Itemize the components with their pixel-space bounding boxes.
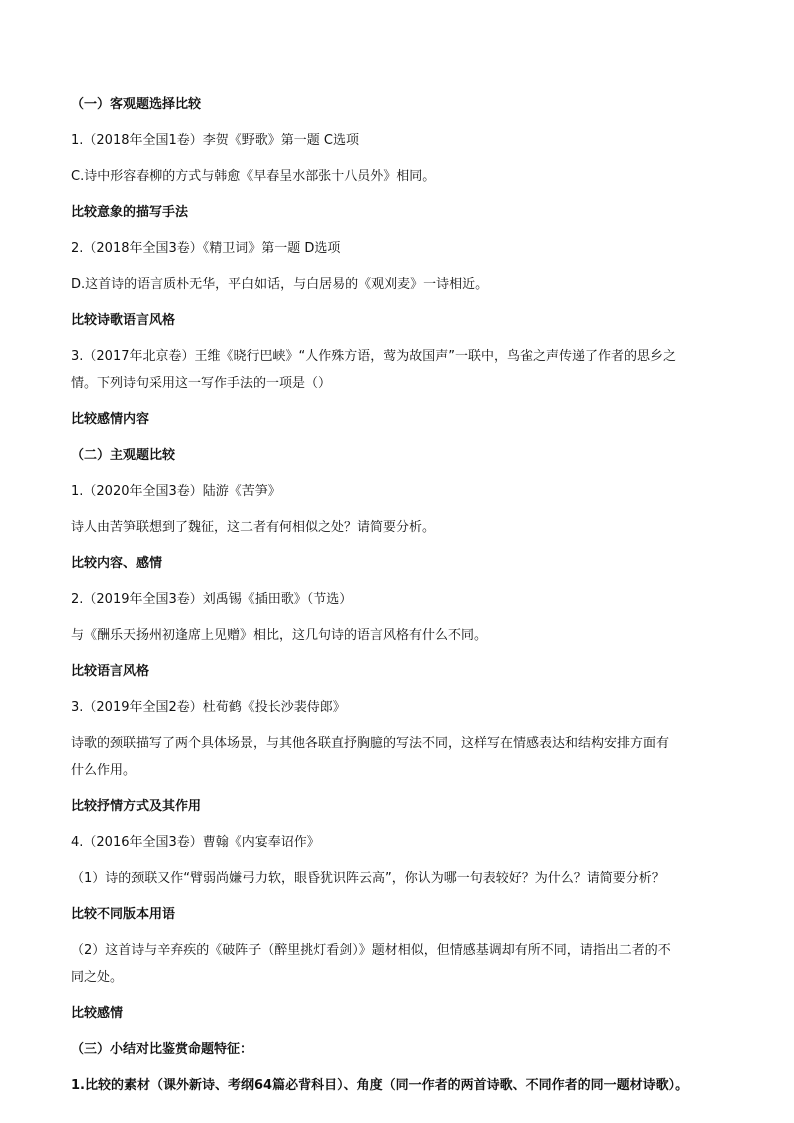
question-text-continued: 什么作用。 <box>71 763 137 778</box>
item-title: 2.（2019年全国3卷）刘禹锡《插田歌》（节选） <box>71 592 353 607</box>
item-title: 3.（2017年北京卷）王维《晓行巴峡》“人作殊方语，莺为故国声”一联中，鸟雀之声传递了作者的思乡之 <box>71 349 676 364</box>
comparison-note: 比较诗歌语言风格 <box>71 313 176 328</box>
comparison-note: 比较感情 <box>71 1006 124 1021</box>
item-title-continued: 情。下列诗句采用这一写作手法的一项是（） <box>71 376 332 391</box>
section-heading-subjective: （二）主观题比较 <box>71 448 176 463</box>
option-text: D.这首诗的语言质朴无华，平白如话，与白居易的《观刈麦》一诗相近。 <box>71 277 489 292</box>
comparison-note: 比较内容、感情 <box>71 556 163 571</box>
question-text: （1）诗的颈联又作“臂弱尚嫌弓力软，眼昏犹识阵云高”，你认为哪一句表较好？为什么？请简要分析？ <box>71 871 665 886</box>
comparison-note: 比较不同版本用语 <box>71 907 176 922</box>
comparison-note: 比较抒情方式及其作用 <box>71 799 202 814</box>
item-title: 2.（2018年全国3卷）《精卫词》第一题 D选项 <box>71 241 341 256</box>
option-text: C.诗中形容春柳的方式与韩愈《早春呈水部张十八员外》相同。 <box>71 169 436 184</box>
item-title: 1.（2018年全国1卷）李贺《野歌》第一题 C选项 <box>71 133 359 148</box>
comparison-note: 比较意象的描写手法 <box>71 205 189 220</box>
summary-point: 1.比较的素材（课外新诗、考纲64篇必背科目）、角度（同一作者的两首诗歌、不同作者的同一题材诗歌）。 <box>71 1078 689 1093</box>
question-text-continued: 同之处。 <box>71 970 124 985</box>
section-heading-objective: （一）客观题选择比较 <box>71 97 202 112</box>
item-title: 4.（2016年全国3卷）曹翰《内宴奉诏作》 <box>71 835 320 850</box>
item-title: 1.（2020年全国3卷）陆游《苦笋》 <box>71 484 281 499</box>
item-title: 3.（2019年全国2卷）杜荀鹤《投长沙裴侍郎》 <box>71 700 346 715</box>
question-text: 诗歌的颈联描写了两个具体场景，与其他各联直抒胸臆的写法不同，这样写在情感表达和结构安排方面有 <box>71 736 670 751</box>
section-heading-summary: （三）小结对比鉴赏命题特征： <box>71 1042 254 1057</box>
comparison-note: 比较感情内容 <box>71 412 150 427</box>
question-text: （2）这首诗与辛弃疾的《破阵子（醉里挑灯看剑）》题材相似，但情感基调却有所不同，请指出二者的不 <box>71 943 671 958</box>
document-body <box>71 96 741 1095</box>
question-text: 与《酬乐天扬州初逢席上见赠》相比，这几句诗的语言风格有什么不同。 <box>71 628 488 643</box>
question-text: 诗人由苦笋联想到了魏征，这二者有何相似之处？请简要分析。 <box>71 520 436 535</box>
comparison-note: 比较语言风格 <box>71 664 150 679</box>
